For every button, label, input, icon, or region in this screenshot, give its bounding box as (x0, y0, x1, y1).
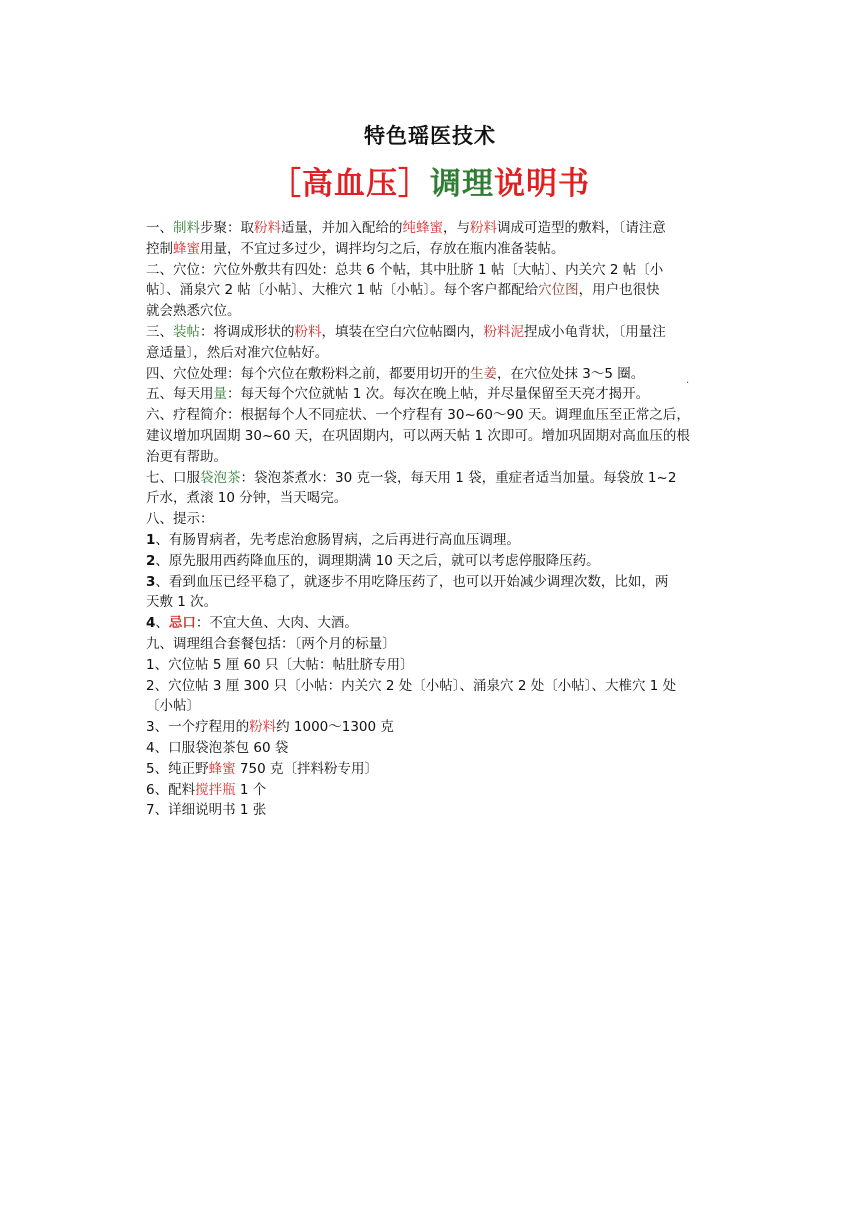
text-segment: 九、调理组合套餐包括：〔两个月的标量〕 (146, 635, 396, 652)
text-segment: 、 (155, 615, 169, 632)
text-segment: 4 (146, 615, 156, 632)
text-segment: 2、穴位帖 3 厘 300 只〔小帖：内关穴 2 处〔小帖〕、涌泉穴 2 处〔小帖〕、大椎穴 1 处 (146, 677, 677, 694)
text-segment: 6、配料 (146, 781, 196, 798)
text-segment: 就会熟悉穴位。 (146, 303, 241, 320)
text-segment: 5、纯正野 (146, 760, 209, 777)
text-segment: 7、详细说明书 1 张 (146, 802, 267, 819)
text-segment: 四、穴位处理：每个穴位在敷粉料之前，都要用切开的 (146, 365, 470, 382)
text-line (146, 468, 712, 489)
text-line (146, 717, 712, 738)
text-segment: 调成可造型的敷料，〔请注意 (497, 220, 666, 236)
subtitle-condition: ［高血压］ (270, 166, 430, 202)
text-segment: 天敷 1 次。 (146, 594, 218, 611)
text-segment: ：将调成形状的 (200, 323, 295, 340)
text-segment: 用量，不宜过多过少，调拌均匀之后，存放在瓶内准备装帖。 (200, 240, 565, 257)
text-segment: 、看到血压已经平稳了，就逐步不用吃降压药了，也可以开始减少调理次数，比如，两 (155, 573, 669, 590)
text-line (146, 759, 712, 780)
text-segment: 控制 (146, 240, 173, 257)
text-segment: 750 克〔拌料粉专用〕 (235, 760, 378, 777)
text-segment: 装帖 (173, 323, 200, 340)
text-segment: ，填装在空白穴位帖圈内， (321, 323, 484, 340)
text-line (146, 655, 712, 676)
document-subtitle (0, 158, 860, 203)
text-segment: 一、 (146, 220, 173, 236)
text-line (146, 384, 712, 405)
text-line (146, 696, 712, 717)
text-segment: 、有肠胃病者，先考虑治愈肠胃病，之后再进行高血压调理。 (155, 531, 520, 548)
text-segment: 〔小帖〕 (146, 698, 200, 715)
text-segment: ：袋泡茶煮水：30 克一袋，每天用 1 袋，重症者适当加量。每袋放 1~2 (240, 469, 677, 486)
text-segment: 、原先服用西药降血压的，调理期满 10 天之后，就可以考虑停服降压药。 (155, 552, 600, 569)
document-title: 特色瑶医技术 (364, 124, 496, 148)
text-line (146, 613, 712, 634)
text-line (146, 322, 712, 343)
text-segment: 粉料 (294, 323, 322, 340)
text-segment: 蜂蜜 (173, 240, 200, 257)
text-segment: ，在穴位处抹 3～5 圈。 (497, 365, 645, 382)
text-line (146, 738, 712, 759)
text-segment: 纯蜂蜜 (402, 220, 443, 236)
text-segment: 粉料泥 (483, 323, 524, 340)
text-line (146, 676, 712, 697)
text-line (146, 364, 712, 385)
text-segment: 穴位图 (538, 282, 579, 299)
text-line (146, 551, 712, 572)
text-segment: 治更有帮助。 (146, 448, 227, 465)
text-segment: 八、提示： (146, 511, 214, 528)
text-segment: 斤水，煮滚 10 分钟，当天喝完。 (146, 490, 348, 507)
text-segment: 搅拌瓶 (195, 781, 236, 798)
text-line (146, 509, 712, 530)
text-line (146, 447, 712, 468)
text-segment: 六、疗程简介：根据每个人不同症状、一个疗程有 30~60～90 天。调理血压至正常之后， (146, 407, 690, 424)
text-line (146, 260, 712, 281)
text-segment: 3、一个疗程用的 (146, 719, 250, 736)
text-line (146, 572, 712, 593)
subtitle-manual: 说明书 (494, 166, 590, 202)
text-line (146, 239, 712, 260)
text-segment: 二、穴位：穴位外敷共有四处：总共 6 个帖，其中肚脐 1 帖〔大帖〕、内关穴 2 帖〔小 (146, 261, 664, 278)
text-segment: 七、口服 (146, 469, 200, 486)
text-line (146, 530, 712, 551)
text-segment: ：每天每个穴位就帖 1 次。每次在晚上帖，并尽量保留至天亮才揭开。 (227, 386, 650, 403)
instructions-body (146, 218, 712, 821)
text-segment: 制料 (173, 220, 200, 236)
text-line (146, 280, 712, 301)
text-segment: 三、 (146, 323, 173, 340)
text-segment: 袋泡茶 (200, 469, 241, 486)
text-segment: ：不宜大鱼、大肉、大酒。 (195, 615, 358, 632)
text-segment: 粉料 (470, 220, 497, 236)
text-segment: 帖〕、涌泉穴 2 帖〔小帖〕、大椎穴 1 帖〔小帖〕。每个客户都配给 (146, 282, 539, 299)
text-line (146, 343, 712, 364)
scan-speck: · (686, 378, 690, 389)
text-segment: 量 (213, 386, 227, 403)
text-line (146, 405, 712, 426)
text-segment: 4、口服袋泡茶包 60 袋 (146, 739, 289, 756)
text-segment: 粉料 (254, 220, 281, 236)
text-segment: 五、每天用 (146, 386, 214, 403)
text-line (146, 488, 712, 509)
text-segment: 1 (146, 531, 156, 548)
text-line (146, 634, 712, 655)
text-segment: 约 1000～1300 克 (276, 719, 394, 736)
text-segment: 1、穴位帖 5 厘 60 只〔大帖：帖肚脐专用〕 (146, 656, 414, 673)
text-line (146, 426, 712, 447)
text-segment: 忌口 (168, 615, 196, 632)
text-line (146, 301, 712, 322)
text-segment: ，用户也很快 (578, 282, 660, 299)
text-segment: 3 (146, 573, 156, 590)
text-line (146, 592, 712, 613)
text-segment: 蜂蜜 (208, 760, 236, 777)
text-segment: 捏成小龟背状，〔用量注 (524, 323, 666, 340)
text-line (146, 218, 712, 239)
text-segment: 生姜 (470, 365, 497, 382)
text-segment: 建议增加巩固期 30~60 天，在巩固期内，可以两天帖 1 次即可。增加巩固期对高血压的根 (146, 427, 690, 444)
text-segment: 意适量〕，然后对准穴位帖好。 (146, 344, 329, 361)
text-segment: 适量，并加入配给的 (281, 220, 403, 236)
text-line (146, 780, 712, 801)
text-segment: ，与 (443, 220, 470, 236)
text-segment: 2 (146, 552, 156, 569)
text-line (146, 800, 712, 821)
subtitle-treatment: 调理 (430, 166, 494, 202)
text-segment: 1 个 (235, 781, 267, 798)
text-segment: 步聚：取 (200, 220, 254, 236)
text-segment: 粉料 (249, 719, 277, 736)
